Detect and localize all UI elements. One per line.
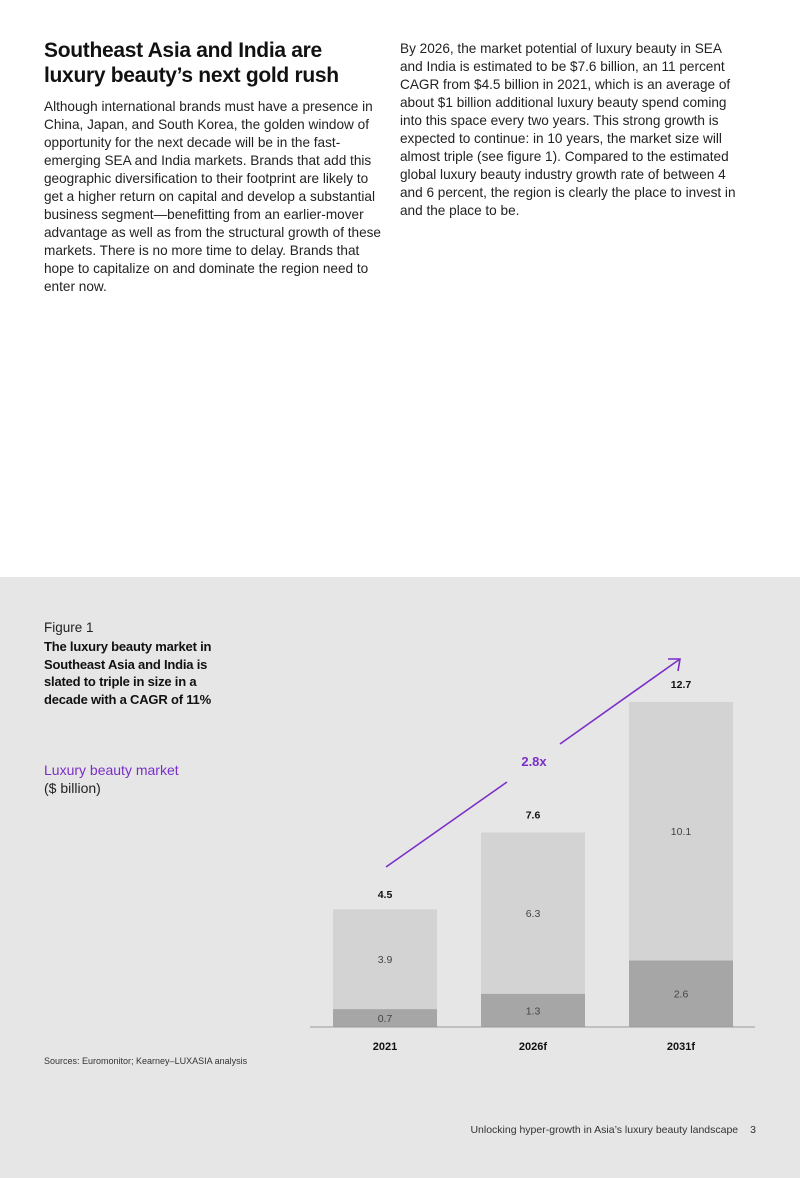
figure-label: Figure 1 — [44, 620, 94, 635]
segment-label-2026f-0: 1.3 — [525, 1005, 541, 1018]
segment-label-2021-0: 0.7 — [377, 1013, 393, 1026]
category-label-2026f: 2026f — [518, 1041, 548, 1053]
figure-y-unit: ($ billion) — [44, 780, 101, 796]
footer-title: Unlocking hyper-growth in Asia’s luxury beauty landscape — [470, 1124, 739, 1136]
category-label-2021: 2021 — [372, 1041, 398, 1053]
left-paragraph: Although international brands must have a presence in China, Japan, and South Korea, the golden window of opportunity for the next decade will be in the fast-emerging SEA and India markets. Brands that add this geographic diversification to their footprint are likely to get a higher return on capital and develop a substantial business segment—benefitting from an earlier-mover advantage as well as from the structural growth of these markets. There is no more time to delay. Brands that hope to capitalize on and dominate the region need to enter now. — [44, 99, 381, 294]
page-footer — [470, 1124, 756, 1136]
figure-y-title: Luxury beauty market — [44, 762, 179, 778]
page-number: 3 — [750, 1124, 756, 1136]
sources-note: Sources: Euromonitor; Kearney–LUXASIA analysis — [44, 1056, 248, 1066]
segment-label-2026f-1: 6.3 — [525, 908, 541, 921]
segment-label-2021-1: 3.9 — [377, 954, 393, 967]
total-label-2021: 4.5 — [377, 888, 393, 901]
figure-title: The luxury beauty market in Southeast Asia and India is slated to triple in size in a decade with a CAGR of 11% — [44, 639, 212, 707]
bar-chart — [0, 577, 800, 1067]
heading-line-2: luxury beauty’s next gold rush — [44, 64, 339, 87]
category-label-2031f: 2031f — [666, 1041, 696, 1053]
total-label-2031f: 12.7 — [670, 678, 692, 691]
section-heading — [44, 38, 384, 88]
left-column — [44, 38, 384, 296]
total-label-2026f: 7.6 — [525, 809, 541, 822]
right-paragraph: By 2026, the market potential of luxury beauty in SEA and India is estimated to be $7.6 billion, an 11 percent CAGR from $4.5 billion in 2021, which is an average of about $1 billion additional luxury beauty spend coming into this space every two years. This strong growth is expected to continue: in 10 years, the market size will almost triple (see figure 1). Compared to the estimated global luxury beauty industry growth rate of between 4 and 6 percent, the region is clearly the place to invest in and the place to be. — [400, 41, 736, 218]
growth-annotation: 2.8x — [521, 754, 547, 769]
segment-label-2031f-0: 2.6 — [673, 988, 689, 1001]
heading-line-1: Southeast Asia and India are — [44, 39, 322, 62]
right-column — [400, 38, 740, 220]
segment-label-2031f-1: 10.1 — [670, 826, 692, 839]
